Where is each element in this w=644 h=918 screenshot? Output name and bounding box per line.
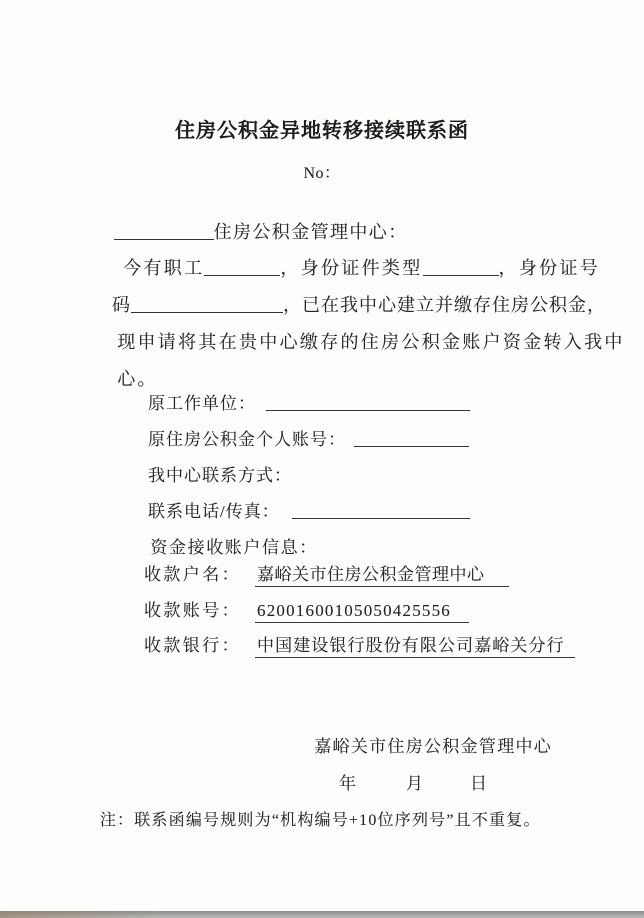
- former-employer-label: 原工作单位：: [148, 394, 256, 413]
- phone-fax-blank: [292, 516, 470, 519]
- id-number-cont-text: 码: [112, 295, 131, 315]
- payee-bank-row: [127, 611, 575, 676]
- letter-number-line: [0, 160, 644, 183]
- transfer-request-text: 现申请将其在贵中心缴存的住房公积金账户资金转入我中: [117, 332, 625, 352]
- scan-bottom-edge-artifact: [0, 911, 644, 918]
- date-year-label: 年: [339, 774, 356, 793]
- footnote: [79, 789, 541, 848]
- payee-name-value: 嘉峪关市住房公积金管理中心: [255, 565, 509, 587]
- id-type-text: ，身份证件类型: [280, 258, 423, 278]
- employee-intro-text: 今有职工: [123, 258, 205, 278]
- footnote-text: 注：联系函编号规则为“机构编号+10位序列号”且不重复。: [99, 812, 541, 829]
- document-title: 住房公积金异地转移接续联系函: [175, 120, 469, 142]
- issuer-signature-text: 嘉峪关市住房公积金管理中心: [314, 737, 553, 756]
- payee-bank-label: 收款银行：: [144, 636, 241, 655]
- payee-name-label: 收款户名：: [144, 565, 241, 584]
- payee-account-value: 62001600105050425556: [255, 601, 469, 623]
- former-account-blank: [354, 444, 469, 447]
- former-account-label: 原住房公积金个人账号：: [148, 430, 346, 449]
- letter-number-label: No：: [303, 165, 341, 182]
- payee-bank-value: 中国建设银行股份有限公司嘉峪关分行: [255, 636, 575, 658]
- phone-fax-label: 联系电话/传真：: [148, 502, 280, 521]
- recipient-suffix: 住房公积金管理中心：: [213, 222, 408, 242]
- receiving-account-heading-label: 资金接收账户信息：: [150, 538, 318, 557]
- transfer-request-end-text: 心。: [117, 369, 158, 389]
- contact-heading-label: 我中心联系方式：: [148, 466, 292, 485]
- date-month-label: 月: [406, 774, 423, 793]
- deposit-statement-text: ，已在我中心建立并缴存住房公积金，: [283, 295, 606, 315]
- date-day-label: 日: [470, 774, 487, 793]
- paragraph-line-3: [90, 307, 625, 375]
- id-number-text: ，身份证号: [498, 258, 601, 278]
- payee-account-label: 收款账号：: [144, 601, 241, 620]
